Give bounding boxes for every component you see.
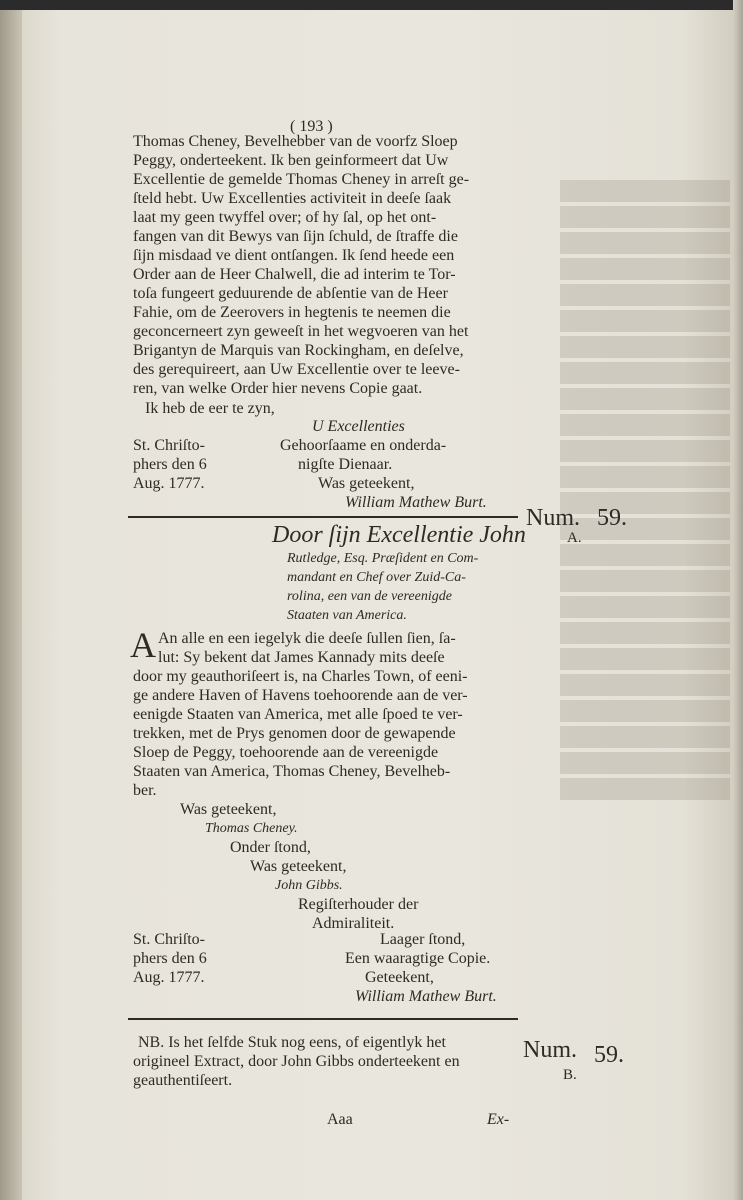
place-line: Aug. 1777. [133, 475, 205, 492]
section-divider [128, 1018, 518, 1020]
text-line: NB. Is het ſelfde Stuk nog eens, of eigentlyk het [138, 1034, 446, 1051]
num-sub: A. [567, 530, 582, 546]
num-value: 59. [597, 505, 627, 531]
place-line: Aug. 1777. [133, 969, 205, 986]
text-line: Fahie, om de Zeerovers in hegtenis te neemen die [133, 304, 451, 321]
text-line: Order aan de Heer Chalwell, die ad interim te Tor- [133, 266, 456, 283]
text-line: laat my geen twyffel over; of hy ſal, op het ont- [133, 209, 437, 226]
signature-mark: Aaa [327, 1111, 353, 1128]
text-line: ge andere Haven of Havens toehoorende aan de ver- [133, 687, 468, 704]
text-line: ſteld hebt. Uw Excellenties activiteit in deeſe ſaak [133, 190, 452, 207]
place-line: St. Chriſto- [133, 931, 206, 948]
show-through-text [560, 180, 730, 900]
sig-line: Admiraliteit. [312, 915, 395, 932]
num-label: Num. [526, 505, 580, 531]
text-line: Staaten van America, Thomas Cheney, Bevelheb- [133, 763, 451, 780]
scan-top-edge [0, 0, 743, 10]
catchword: Ex- [487, 1111, 510, 1128]
text-line: ren, van welke Order hier nevens Copie gaat. [133, 380, 423, 397]
heading-line: Door ſijn Excellentie John [272, 522, 526, 548]
text-line: origineel Extract, door John Gibbs onderteekent en [133, 1053, 460, 1070]
section-divider [128, 516, 518, 518]
sig-line: Was geteekent, [250, 858, 347, 875]
text-line: Peggy, onderteekent. Ik ben geinformeert dat Uw [133, 152, 449, 169]
text-line: lut: Sy bekent dat James Kannady mits deeſe [158, 649, 445, 666]
place-line: phers den 6 [133, 456, 207, 473]
page-number: ( 193 ) [290, 118, 333, 135]
text-line: Sloep de Peggy, toehoorende aan de vereenigde [133, 744, 439, 761]
drop-capital: A [130, 625, 156, 665]
num-sub: B. [563, 1067, 577, 1083]
place-line: St. Chriſto- [133, 437, 206, 454]
heading-line: Staaten van America. [287, 608, 407, 623]
num-label: Num. [523, 1037, 577, 1063]
num-value: 59. [594, 1042, 624, 1068]
closing-excellenties: U Excellenties [312, 418, 405, 435]
heading-line: Rutledge, Esq. Præſident en Com- [287, 551, 479, 566]
text-line: ſijn misdaad ve dient ontſangen. Ik ſend heede een [133, 247, 455, 264]
text-line: fangen van dit Bewys van ſijn ſchuld, de ſtraffe die [133, 228, 458, 245]
text-line: eenigde Staaten van America, met alle ſpoed te ver- [133, 706, 463, 723]
sig-line: Geteekent, [365, 969, 434, 986]
place-line: phers den 6 [133, 950, 207, 967]
page-right-edge [733, 0, 743, 1200]
text-line: geauthentiſeert. [133, 1072, 233, 1089]
sig-line: Laager ſtond, [380, 931, 466, 948]
heading-line: rolina, een van de vereenigde [287, 589, 452, 604]
closing-line: Gehoorſaame en onderda- [280, 437, 447, 454]
sig-line: Regiſterhouder der [298, 896, 419, 913]
sig-line: Onder ſtond, [230, 839, 311, 856]
closing-greeting: Ik heb de eer te zyn, [145, 400, 275, 417]
text-line: door my geauthoriſeert is, na Charles Town, of eeni- [133, 668, 468, 685]
text-line: trekken, met de Prys genomen door de gewapende [133, 725, 456, 742]
text-line: geconcerneert zyn geweeſt in het wegvoeren van het [133, 323, 469, 340]
text-line: Excellentie de gemelde Thomas Cheney in arreſt ge- [133, 171, 470, 188]
sig-line: Thomas Cheney. [205, 821, 298, 836]
text-line: Brigantyn de Marquis van Rockingham, en deſelve, [133, 342, 464, 359]
closing-line: nigſte Dienaar. [298, 456, 393, 473]
sig-line: William Mathew Burt. [355, 988, 497, 1005]
text-line: Thomas Cheney, Bevelhebber van de voorfz Sloep [133, 133, 458, 150]
sig-line: Een waaragtige Copie. [345, 950, 491, 967]
sig-line: John Gibbs. [275, 878, 343, 893]
heading-line: mandant en Chef over Zuid-Ca- [287, 570, 466, 585]
text-line: ber. [133, 782, 157, 799]
text-line: An alle en een iegelyk die deeſe ſullen ſien, ſa- [158, 630, 456, 647]
text-line: des gerequireert, aan Uw Excellentie over te leeve- [133, 361, 460, 378]
closing-signer: William Mathew Burt. [345, 494, 487, 511]
page-gutter [0, 0, 22, 1200]
closing-signed: Was geteekent, [318, 475, 415, 492]
text-line: toſa fungeert geduurende de abſentie van de Heer [133, 285, 448, 302]
sig-line: Was geteekent, [180, 801, 277, 818]
